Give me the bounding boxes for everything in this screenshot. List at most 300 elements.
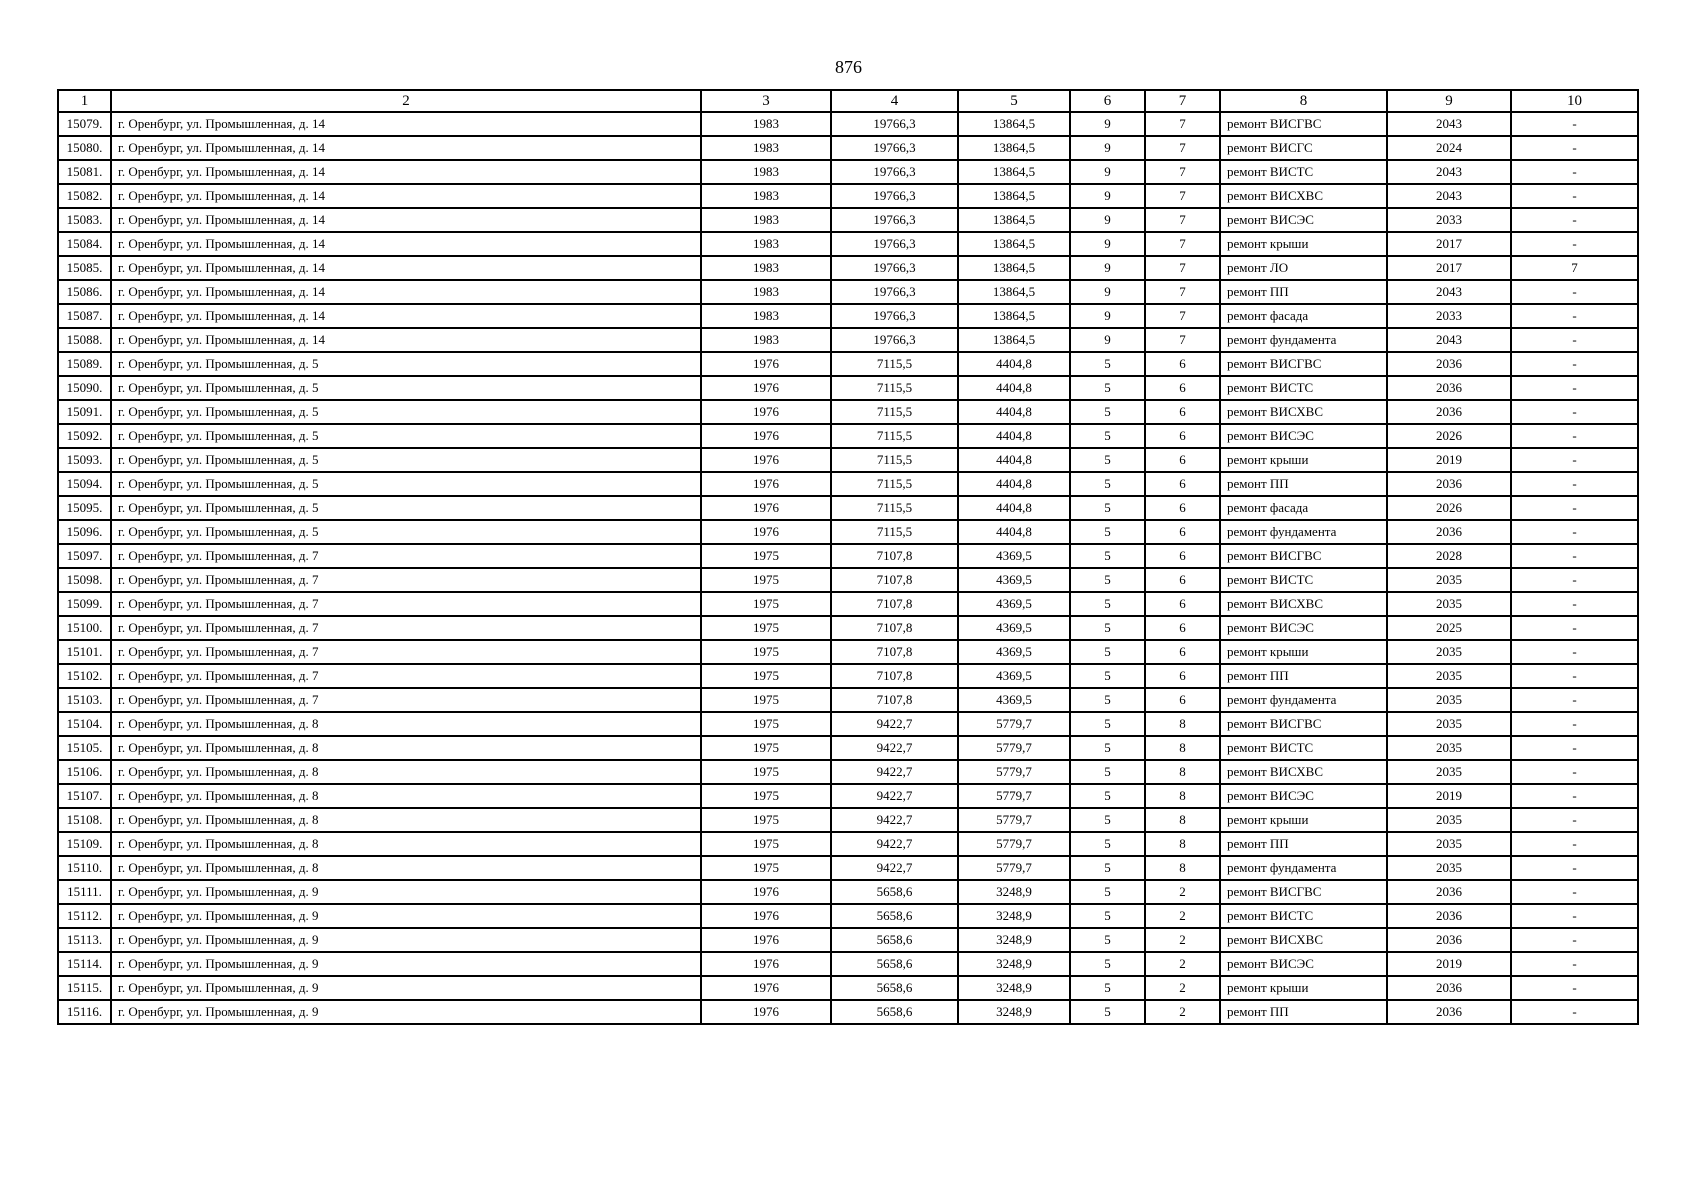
- work-type-cell: ремонт фундамента: [1220, 688, 1387, 712]
- row-number-cell: 15106.: [58, 760, 111, 784]
- row-number-cell: 15101.: [58, 640, 111, 664]
- entrances-cell: 6: [1145, 592, 1220, 616]
- year-built-cell: 1983: [701, 256, 831, 280]
- note-cell: -: [1511, 1000, 1638, 1024]
- total-area-cell: 5658,6: [831, 928, 958, 952]
- address-cell: г. Оренбург, ул. Промышленная, д. 9: [111, 904, 701, 928]
- living-area-cell: 5779,7: [958, 856, 1070, 880]
- floors-cell: 5: [1070, 688, 1145, 712]
- table-row: [58, 832, 1638, 856]
- total-area-cell: 9422,7: [831, 856, 958, 880]
- floors-cell: 5: [1070, 448, 1145, 472]
- total-area-cell: 19766,3: [831, 208, 958, 232]
- address-cell: г. Оренбург, ул. Промышленная, д. 9: [111, 976, 701, 1000]
- entrances-cell: 7: [1145, 328, 1220, 352]
- note-cell: -: [1511, 448, 1638, 472]
- year-built-cell: 1983: [701, 232, 831, 256]
- year-built-cell: 1976: [701, 400, 831, 424]
- row-number-cell: 15103.: [58, 688, 111, 712]
- row-number-cell: 15093.: [58, 448, 111, 472]
- planned-year-cell: 2036: [1387, 520, 1511, 544]
- entrances-cell: 6: [1145, 472, 1220, 496]
- living-area-cell: 3248,9: [958, 976, 1070, 1000]
- address-cell: г. Оренбург, ул. Промышленная, д. 7: [111, 592, 701, 616]
- floors-cell: 5: [1070, 712, 1145, 736]
- floors-cell: 5: [1070, 928, 1145, 952]
- page-number: 876: [835, 57, 862, 77]
- entrances-cell: 6: [1145, 376, 1220, 400]
- address-cell: г. Оренбург, ул. Промышленная, д. 14: [111, 304, 701, 328]
- work-type-cell: ремонт крыши: [1220, 808, 1387, 832]
- entrances-cell: 7: [1145, 280, 1220, 304]
- year-built-cell: 1975: [701, 712, 831, 736]
- address-cell: г. Оренбург, ул. Промышленная, д. 5: [111, 448, 701, 472]
- address-cell: г. Оренбург, ул. Промышленная, д. 14: [111, 328, 701, 352]
- work-type-cell: ремонт ВИСХВС: [1220, 928, 1387, 952]
- total-area-cell: 5658,6: [831, 880, 958, 904]
- floors-cell: 9: [1070, 232, 1145, 256]
- floors-cell: 9: [1070, 184, 1145, 208]
- year-built-cell: 1975: [701, 616, 831, 640]
- note-cell: -: [1511, 136, 1638, 160]
- planned-year-cell: 2024: [1387, 136, 1511, 160]
- planned-year-cell: 2036: [1387, 352, 1511, 376]
- planned-year-cell: 2043: [1387, 280, 1511, 304]
- living-area-cell: 4404,8: [958, 472, 1070, 496]
- total-area-cell: 7107,8: [831, 616, 958, 640]
- row-number-cell: 15080.: [58, 136, 111, 160]
- year-built-cell: 1983: [701, 280, 831, 304]
- address-cell: г. Оренбург, ул. Промышленная, д. 9: [111, 880, 701, 904]
- floors-cell: 5: [1070, 640, 1145, 664]
- total-area-cell: 19766,3: [831, 232, 958, 256]
- living-area-cell: 5779,7: [958, 712, 1070, 736]
- table-row: [58, 424, 1638, 448]
- planned-year-cell: 2035: [1387, 856, 1511, 880]
- table-row: [58, 544, 1638, 568]
- entrances-cell: 7: [1145, 304, 1220, 328]
- entrances-cell: 6: [1145, 640, 1220, 664]
- total-area-cell: 19766,3: [831, 280, 958, 304]
- floors-cell: 9: [1070, 256, 1145, 280]
- living-area-cell: 3248,9: [958, 1000, 1070, 1024]
- year-built-cell: 1976: [701, 520, 831, 544]
- living-area-cell: 4369,5: [958, 688, 1070, 712]
- note-cell: -: [1511, 400, 1638, 424]
- column-header-10: 10: [1511, 90, 1638, 112]
- column-header-1: 1: [58, 90, 111, 112]
- row-number-cell: 15090.: [58, 376, 111, 400]
- note-cell: -: [1511, 304, 1638, 328]
- work-type-cell: ремонт ВИСГВС: [1220, 112, 1387, 136]
- planned-year-cell: 2043: [1387, 184, 1511, 208]
- planned-year-cell: 2035: [1387, 736, 1511, 760]
- floors-cell: 5: [1070, 952, 1145, 976]
- address-cell: г. Оренбург, ул. Промышленная, д. 9: [111, 1000, 701, 1024]
- note-cell: -: [1511, 688, 1638, 712]
- living-area-cell: 13864,5: [958, 112, 1070, 136]
- living-area-cell: 13864,5: [958, 232, 1070, 256]
- note-cell: 7: [1511, 256, 1638, 280]
- address-cell: г. Оренбург, ул. Промышленная, д. 14: [111, 136, 701, 160]
- entrances-cell: 6: [1145, 352, 1220, 376]
- address-cell: г. Оренбург, ул. Промышленная, д. 5: [111, 376, 701, 400]
- planned-year-cell: 2043: [1387, 328, 1511, 352]
- row-number-cell: 15102.: [58, 664, 111, 688]
- work-type-cell: ремонт ЛО: [1220, 256, 1387, 280]
- row-number-cell: 15083.: [58, 208, 111, 232]
- entrances-cell: 2: [1145, 1000, 1220, 1024]
- total-area-cell: 7115,5: [831, 352, 958, 376]
- floors-cell: 5: [1070, 880, 1145, 904]
- table-row: [58, 328, 1638, 352]
- total-area-cell: 9422,7: [831, 712, 958, 736]
- floors-cell: 9: [1070, 136, 1145, 160]
- work-type-cell: ремонт ВИСЭС: [1220, 952, 1387, 976]
- address-cell: г. Оренбург, ул. Промышленная, д. 5: [111, 496, 701, 520]
- living-area-cell: 13864,5: [958, 208, 1070, 232]
- work-type-cell: ремонт ВИСТС: [1220, 904, 1387, 928]
- planned-year-cell: 2033: [1387, 304, 1511, 328]
- column-header-7: 7: [1145, 90, 1220, 112]
- table-row: [58, 136, 1638, 160]
- note-cell: -: [1511, 184, 1638, 208]
- table-row: [58, 664, 1638, 688]
- note-cell: -: [1511, 544, 1638, 568]
- floors-cell: 5: [1070, 1000, 1145, 1024]
- work-type-cell: ремонт ПП: [1220, 280, 1387, 304]
- floors-cell: 5: [1070, 400, 1145, 424]
- row-number-cell: 15115.: [58, 976, 111, 1000]
- work-type-cell: ремонт фундамента: [1220, 520, 1387, 544]
- note-cell: -: [1511, 208, 1638, 232]
- row-number-cell: 15086.: [58, 280, 111, 304]
- total-area-cell: 7107,8: [831, 568, 958, 592]
- entrances-cell: 6: [1145, 544, 1220, 568]
- column-header-5: 5: [958, 90, 1070, 112]
- living-area-cell: 13864,5: [958, 136, 1070, 160]
- table-row: [58, 592, 1638, 616]
- column-header-4: 4: [831, 90, 958, 112]
- living-area-cell: 3248,9: [958, 880, 1070, 904]
- total-area-cell: 19766,3: [831, 304, 958, 328]
- row-number-cell: 15084.: [58, 232, 111, 256]
- note-cell: -: [1511, 160, 1638, 184]
- entrances-cell: 2: [1145, 880, 1220, 904]
- work-type-cell: ремонт ВИСХВС: [1220, 592, 1387, 616]
- work-type-cell: ремонт ВИСГС: [1220, 136, 1387, 160]
- note-cell: -: [1511, 856, 1638, 880]
- planned-year-cell: 2035: [1387, 640, 1511, 664]
- address-cell: г. Оренбург, ул. Промышленная, д. 9: [111, 952, 701, 976]
- planned-year-cell: 2036: [1387, 880, 1511, 904]
- note-cell: -: [1511, 328, 1638, 352]
- address-cell: г. Оренбург, ул. Промышленная, д. 14: [111, 112, 701, 136]
- floors-cell: 5: [1070, 904, 1145, 928]
- note-cell: -: [1511, 928, 1638, 952]
- year-built-cell: 1983: [701, 136, 831, 160]
- row-number-cell: 15088.: [58, 328, 111, 352]
- total-area-cell: 19766,3: [831, 112, 958, 136]
- entrances-cell: 8: [1145, 856, 1220, 880]
- table-row: [58, 760, 1638, 784]
- table-row: [58, 952, 1638, 976]
- planned-year-cell: 2019: [1387, 448, 1511, 472]
- year-built-cell: 1975: [701, 544, 831, 568]
- total-area-cell: 9422,7: [831, 808, 958, 832]
- total-area-cell: 7115,5: [831, 472, 958, 496]
- work-type-cell: ремонт ПП: [1220, 472, 1387, 496]
- year-built-cell: 1975: [701, 688, 831, 712]
- living-area-cell: 4369,5: [958, 568, 1070, 592]
- table-row: [58, 376, 1638, 400]
- entrances-cell: 8: [1145, 736, 1220, 760]
- entrances-cell: 8: [1145, 832, 1220, 856]
- total-area-cell: 5658,6: [831, 976, 958, 1000]
- row-number-cell: 15116.: [58, 1000, 111, 1024]
- note-cell: -: [1511, 712, 1638, 736]
- year-built-cell: 1983: [701, 112, 831, 136]
- work-type-cell: ремонт фундамента: [1220, 328, 1387, 352]
- note-cell: -: [1511, 424, 1638, 448]
- row-number-cell: 15091.: [58, 400, 111, 424]
- table-row: [58, 256, 1638, 280]
- table-row: [58, 904, 1638, 928]
- header-row: [58, 90, 1638, 112]
- row-number-cell: 15112.: [58, 904, 111, 928]
- work-type-cell: ремонт ВИСЭС: [1220, 616, 1387, 640]
- planned-year-cell: 2019: [1387, 952, 1511, 976]
- year-built-cell: 1975: [701, 784, 831, 808]
- row-number-cell: 15095.: [58, 496, 111, 520]
- note-cell: -: [1511, 952, 1638, 976]
- planned-year-cell: 2035: [1387, 664, 1511, 688]
- living-area-cell: 4369,5: [958, 640, 1070, 664]
- total-area-cell: 7107,8: [831, 664, 958, 688]
- column-header-8: 8: [1220, 90, 1387, 112]
- entrances-cell: 7: [1145, 112, 1220, 136]
- address-cell: г. Оренбург, ул. Промышленная, д. 5: [111, 352, 701, 376]
- planned-year-cell: 2035: [1387, 808, 1511, 832]
- table-row: [58, 208, 1638, 232]
- address-cell: г. Оренбург, ул. Промышленная, д. 14: [111, 160, 701, 184]
- total-area-cell: 7115,5: [831, 376, 958, 400]
- floors-cell: 5: [1070, 616, 1145, 640]
- table-row: [58, 184, 1638, 208]
- total-area-cell: 19766,3: [831, 328, 958, 352]
- floors-cell: 5: [1070, 592, 1145, 616]
- work-type-cell: ремонт крыши: [1220, 232, 1387, 256]
- address-cell: г. Оренбург, ул. Промышленная, д. 5: [111, 424, 701, 448]
- work-type-cell: ремонт ПП: [1220, 832, 1387, 856]
- living-area-cell: 4369,5: [958, 664, 1070, 688]
- living-area-cell: 5779,7: [958, 832, 1070, 856]
- year-built-cell: 1975: [701, 808, 831, 832]
- floors-cell: 5: [1070, 808, 1145, 832]
- floors-cell: 9: [1070, 160, 1145, 184]
- work-type-cell: ремонт ВИСТС: [1220, 376, 1387, 400]
- floors-cell: 5: [1070, 520, 1145, 544]
- entrances-cell: 8: [1145, 712, 1220, 736]
- entrances-cell: 6: [1145, 664, 1220, 688]
- entrances-cell: 2: [1145, 904, 1220, 928]
- floors-cell: 5: [1070, 976, 1145, 1000]
- living-area-cell: 3248,9: [958, 904, 1070, 928]
- total-area-cell: 5658,6: [831, 952, 958, 976]
- year-built-cell: 1975: [701, 832, 831, 856]
- planned-year-cell: 2036: [1387, 976, 1511, 1000]
- row-number-cell: 15085.: [58, 256, 111, 280]
- living-area-cell: 13864,5: [958, 256, 1070, 280]
- work-type-cell: ремонт ВИСГВС: [1220, 712, 1387, 736]
- table-row: [58, 448, 1638, 472]
- table-row: [58, 808, 1638, 832]
- total-area-cell: 7107,8: [831, 592, 958, 616]
- planned-year-cell: 2036: [1387, 376, 1511, 400]
- living-area-cell: 5779,7: [958, 784, 1070, 808]
- planned-year-cell: 2036: [1387, 1000, 1511, 1024]
- year-built-cell: 1976: [701, 928, 831, 952]
- table-row: [58, 784, 1638, 808]
- planned-year-cell: 2019: [1387, 784, 1511, 808]
- year-built-cell: 1976: [701, 496, 831, 520]
- note-cell: -: [1511, 784, 1638, 808]
- row-number-cell: 15111.: [58, 880, 111, 904]
- table-body: [58, 112, 1638, 1024]
- note-cell: -: [1511, 232, 1638, 256]
- address-cell: г. Оренбург, ул. Промышленная, д. 8: [111, 736, 701, 760]
- year-built-cell: 1976: [701, 1000, 831, 1024]
- entrances-cell: 6: [1145, 568, 1220, 592]
- entrances-cell: 7: [1145, 208, 1220, 232]
- note-cell: -: [1511, 880, 1638, 904]
- total-area-cell: 19766,3: [831, 136, 958, 160]
- address-cell: г. Оренбург, ул. Промышленная, д. 7: [111, 544, 701, 568]
- entrances-cell: 6: [1145, 448, 1220, 472]
- total-area-cell: 9422,7: [831, 736, 958, 760]
- row-number-cell: 15107.: [58, 784, 111, 808]
- year-built-cell: 1983: [701, 184, 831, 208]
- table-row: [58, 472, 1638, 496]
- address-cell: г. Оренбург, ул. Промышленная, д. 14: [111, 256, 701, 280]
- work-type-cell: ремонт ВИСГВС: [1220, 544, 1387, 568]
- year-built-cell: 1976: [701, 424, 831, 448]
- year-built-cell: 1983: [701, 304, 831, 328]
- work-type-cell: ремонт ВИСЭС: [1220, 784, 1387, 808]
- floors-cell: 5: [1070, 352, 1145, 376]
- row-number-cell: 15099.: [58, 592, 111, 616]
- work-type-cell: ремонт ПП: [1220, 664, 1387, 688]
- address-cell: г. Оренбург, ул. Промышленная, д. 8: [111, 784, 701, 808]
- row-number-cell: 15100.: [58, 616, 111, 640]
- living-area-cell: 13864,5: [958, 304, 1070, 328]
- year-built-cell: 1976: [701, 376, 831, 400]
- planned-year-cell: 2035: [1387, 760, 1511, 784]
- year-built-cell: 1975: [701, 856, 831, 880]
- address-cell: г. Оренбург, ул. Промышленная, д. 8: [111, 808, 701, 832]
- row-number-cell: 15098.: [58, 568, 111, 592]
- row-number-cell: 15092.: [58, 424, 111, 448]
- floors-cell: 9: [1070, 112, 1145, 136]
- table-row: [58, 712, 1638, 736]
- table-row: [58, 304, 1638, 328]
- table-row: [58, 976, 1638, 1000]
- living-area-cell: 5779,7: [958, 736, 1070, 760]
- total-area-cell: 19766,3: [831, 184, 958, 208]
- work-type-cell: ремонт ВИСГВС: [1220, 880, 1387, 904]
- total-area-cell: 5658,6: [831, 904, 958, 928]
- address-cell: г. Оренбург, ул. Промышленная, д. 14: [111, 208, 701, 232]
- address-cell: г. Оренбург, ул. Промышленная, д. 5: [111, 472, 701, 496]
- note-cell: -: [1511, 640, 1638, 664]
- work-type-cell: ремонт ВИСХВС: [1220, 184, 1387, 208]
- address-cell: г. Оренбург, ул. Промышленная, д. 14: [111, 232, 701, 256]
- address-cell: г. Оренбург, ул. Промышленная, д. 7: [111, 568, 701, 592]
- entrances-cell: 2: [1145, 976, 1220, 1000]
- row-number-cell: 15114.: [58, 952, 111, 976]
- work-type-cell: ремонт фасада: [1220, 304, 1387, 328]
- table-row: [58, 856, 1638, 880]
- planned-year-cell: 2036: [1387, 400, 1511, 424]
- entrances-cell: 7: [1145, 184, 1220, 208]
- table-row: [58, 928, 1638, 952]
- total-area-cell: 19766,3: [831, 256, 958, 280]
- living-area-cell: 4404,8: [958, 376, 1070, 400]
- row-number-cell: 15105.: [58, 736, 111, 760]
- year-built-cell: 1983: [701, 160, 831, 184]
- entrances-cell: 8: [1145, 808, 1220, 832]
- year-built-cell: 1976: [701, 448, 831, 472]
- entrances-cell: 6: [1145, 616, 1220, 640]
- living-area-cell: 4404,8: [958, 352, 1070, 376]
- planned-year-cell: 2017: [1387, 232, 1511, 256]
- work-type-cell: ремонт ВИСХВС: [1220, 400, 1387, 424]
- work-type-cell: ремонт крыши: [1220, 640, 1387, 664]
- address-cell: г. Оренбург, ул. Промышленная, д. 8: [111, 712, 701, 736]
- table-row: [58, 400, 1638, 424]
- entrances-cell: 7: [1145, 136, 1220, 160]
- entrances-cell: 6: [1145, 496, 1220, 520]
- floors-cell: 5: [1070, 544, 1145, 568]
- entrances-cell: 7: [1145, 232, 1220, 256]
- entrances-cell: 2: [1145, 952, 1220, 976]
- table-row: [58, 616, 1638, 640]
- work-type-cell: ремонт крыши: [1220, 448, 1387, 472]
- year-built-cell: 1976: [701, 352, 831, 376]
- year-built-cell: 1975: [701, 760, 831, 784]
- note-cell: -: [1511, 832, 1638, 856]
- total-area-cell: 9422,7: [831, 832, 958, 856]
- living-area-cell: 13864,5: [958, 160, 1070, 184]
- floors-cell: 5: [1070, 496, 1145, 520]
- work-type-cell: ремонт ВИСТС: [1220, 568, 1387, 592]
- address-cell: г. Оренбург, ул. Промышленная, д. 8: [111, 856, 701, 880]
- note-cell: -: [1511, 616, 1638, 640]
- total-area-cell: 7115,5: [831, 520, 958, 544]
- note-cell: -: [1511, 976, 1638, 1000]
- table-row: [58, 640, 1638, 664]
- work-type-cell: ремонт ВИСЭС: [1220, 424, 1387, 448]
- total-area-cell: 7107,8: [831, 688, 958, 712]
- living-area-cell: 3248,9: [958, 952, 1070, 976]
- entrances-cell: 7: [1145, 256, 1220, 280]
- table-row: [58, 1000, 1638, 1024]
- entrances-cell: 6: [1145, 520, 1220, 544]
- column-header-3: 3: [701, 90, 831, 112]
- note-cell: -: [1511, 520, 1638, 544]
- planned-year-cell: 2035: [1387, 832, 1511, 856]
- living-area-cell: 4404,8: [958, 400, 1070, 424]
